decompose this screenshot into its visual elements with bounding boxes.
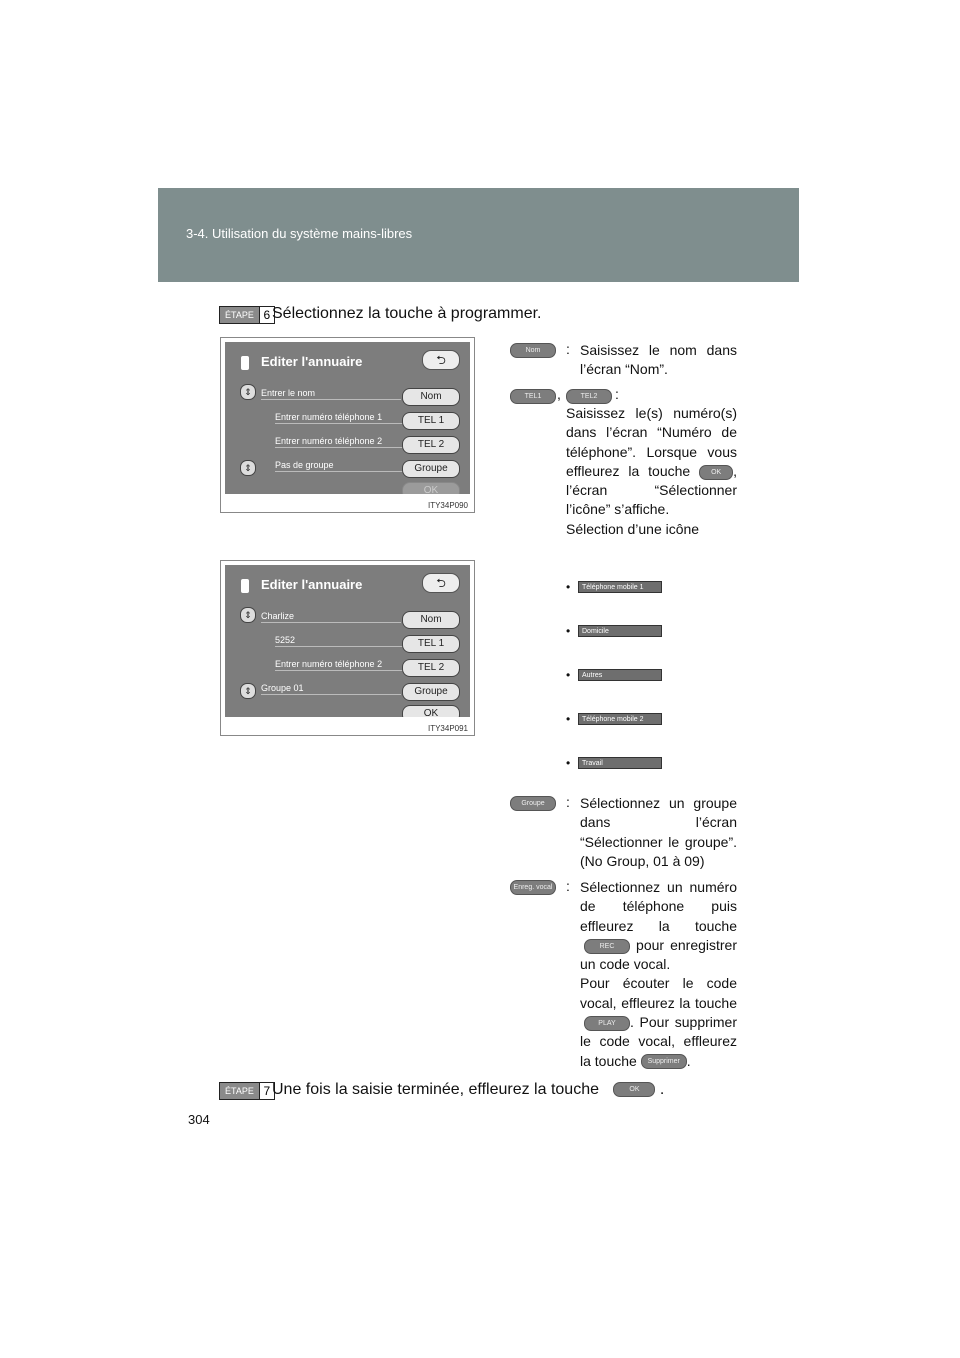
colon: : — [615, 386, 619, 402]
phonebook-icon — [241, 356, 249, 370]
section-title: 3-4. Utilisation du système mains-libres — [186, 226, 413, 241]
nom-button: Nom — [402, 388, 460, 406]
step-6-text: Sélectionnez la touche à programmer. — [272, 305, 542, 322]
nom-button: Nom — [402, 611, 460, 629]
row-tel2: Entrer numéro téléphone 2 — [275, 659, 415, 671]
desc-enreg: Sélectionnez un numéro de téléphone puis effleurez la touche REC pour enregistrer un code vocal. Pour écouter le code vocal, effleurez la touche PLAY . Pour supprimer le code vocal, effleurez la touche Supprimer . — [580, 879, 737, 1069]
icon-option-home: Domicile — [578, 625, 662, 637]
comma: , — [557, 386, 561, 402]
step-6-badge: ÉTAPE 6 — [219, 306, 275, 324]
image-code: ITY34P091 — [427, 724, 468, 733]
page-number: 304 — [188, 1112, 210, 1127]
row-name: Charlize — [261, 611, 401, 623]
colon: : — [566, 341, 570, 357]
image-code: ITY34P090 — [427, 501, 468, 510]
scroll-up-icon: ⇕ — [240, 607, 256, 623]
section-header — [158, 188, 799, 282]
step-7-badge: ÉTAPE 7 — [219, 1082, 275, 1100]
screenshot-edit-phonebook-1 — [220, 337, 475, 513]
screenshot-edit-phonebook-2 — [220, 560, 475, 736]
nom-pill: Nom — [510, 343, 556, 358]
icon-option-other: Autres — [578, 669, 662, 681]
groupe-button: Groupe — [402, 683, 460, 701]
tel1-pill: TEL1 — [510, 389, 556, 404]
icon-option-work: Travail — [578, 757, 662, 769]
groupe-button: Groupe — [402, 460, 460, 478]
row-tel1: Entrer numéro téléphone 1 — [275, 412, 415, 424]
icon-option-mobile1: Téléphone mobile 1 — [578, 581, 662, 593]
row-group: Pas de groupe — [275, 460, 415, 472]
tel1-button: TEL 1 — [402, 412, 460, 430]
step-7-text: Une fois la saisie terminée, effleurez la touche OK . — [272, 1081, 665, 1098]
scroll-up-icon: ⇕ — [240, 384, 256, 400]
rec-pill: REC — [584, 939, 630, 954]
row-tel2: Entrer numéro téléphone 2 — [275, 436, 415, 448]
ok-button: OK — [402, 705, 460, 717]
desc-tel — [566, 404, 737, 539]
ok-pill: OK — [613, 1082, 655, 1097]
back-button: ⮌ — [422, 350, 460, 370]
screen-title: Editer l'annuaire — [261, 577, 363, 592]
back-button: ⮌ — [422, 573, 460, 593]
tel1-button: TEL 1 — [402, 635, 460, 653]
row-tel1: 5252 — [275, 635, 415, 647]
ok-button: OK — [402, 482, 460, 494]
desc-tel-c: Sélection d’une icône — [566, 520, 700, 537]
phonebook-icon — [241, 579, 249, 593]
groupe-pill: Groupe — [510, 796, 556, 811]
desc-groupe: Sélectionnez un groupe dans l’écran “Sélectionner le groupe”. (No Group, 01 à 09) — [580, 795, 737, 869]
row-name: Entrer le nom — [261, 388, 401, 400]
enreg-vocal-pill: Enreg. vocal — [510, 880, 556, 895]
tel2-pill: TEL2 — [566, 389, 612, 404]
colon: : — [566, 794, 570, 810]
desc-tel-a: Saisissez le(s) numéro(s) dans l’écran “Numéro de téléphone”. Lorsque vous effleurez la touche — [566, 405, 737, 479]
row-group: Groupe 01 — [261, 683, 401, 695]
ok-pill: OK — [699, 465, 733, 480]
desc-nom: Saisissez le nom dans l’écran “Nom”. — [580, 342, 737, 378]
icon-option-mobile2: Téléphone mobile 2 — [578, 713, 662, 725]
scroll-down-icon: ⇕ — [240, 460, 256, 476]
tel2-button: TEL 2 — [402, 436, 460, 454]
tel2-button: TEL 2 — [402, 659, 460, 677]
desc-tel-b: , l’écran “Sélectionner l’icône” s’affiche. — [566, 462, 738, 518]
screen-title: Editer l'annuaire — [261, 354, 363, 369]
supprimer-pill: Supprimer — [641, 1054, 687, 1069]
play-pill: PLAY — [584, 1016, 630, 1031]
scroll-down-icon: ⇕ — [240, 683, 256, 699]
colon: : — [566, 878, 570, 894]
